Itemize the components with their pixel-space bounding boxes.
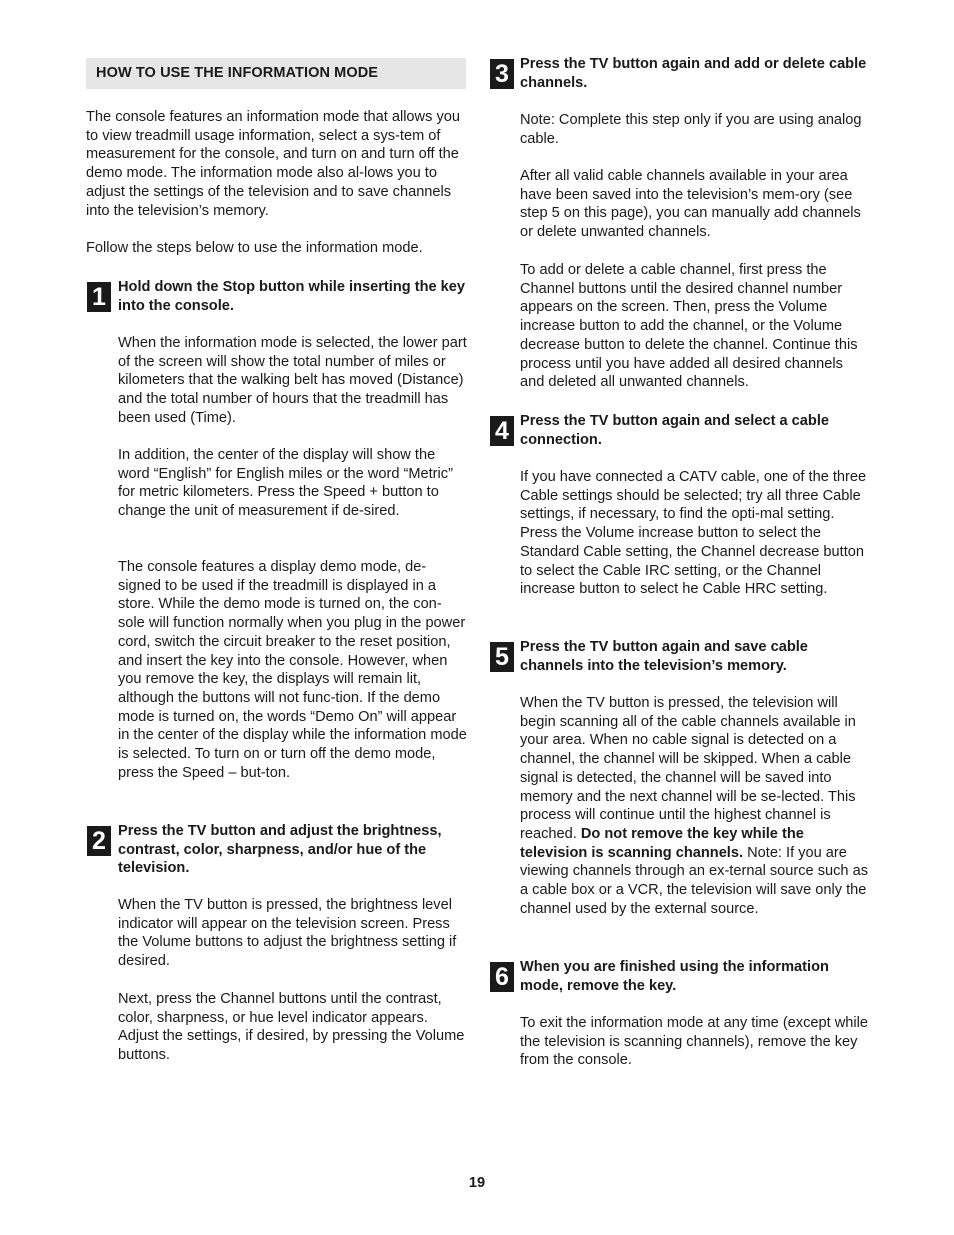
step-4-paragraph: If you have connected a CATV cable, one of the three Cable settings should be selected; try all three Cable settings, if necessary, to find the opti-mal setting. Press the Volume increase button to select the Standard Cable setting, the Channel decrease button to select the Cable IRC setting, or the Channel increase button to select he Cable HRC setting. — [520, 469, 867, 598]
step-2-number: 2 — [87, 826, 111, 856]
step-5-note: Note: If you are viewing channels through an ex-ternal source such as a cable box or a VCR, the television will save only the channel used by the external source. — [520, 844, 869, 917]
step-1-number: 1 — [87, 282, 111, 312]
intro-instruction — [86, 239, 466, 258]
step-1-title: Hold down the Stop button while inserting the key into the console. — [118, 279, 466, 314]
step-2-title: Press the TV button and adjust the brightness, contrast, color, sharpness, and/or hue of the television. — [118, 823, 442, 877]
step-1-paragraph: The console features a display demo mode, de-signed to be used if the treadmill is displayed in a store. While the demo mode is turned on, the con-sole will function normally when you plug in the power cord, switch the circuit breaker to the reset position, and insert the key into the console. However, when you remove the key, the displays will remain lit, although the buttons will not func-tion. If the demo mode is turned on, the words “Demo On” will appear in the center of the display while the information mode is selected. To turn on or turn off the demo mode, press the Speed – but-ton. — [118, 559, 467, 781]
step-3-title: Press the TV button again and add or delete cable channels. — [520, 56, 867, 91]
step-3-paragraph: After all valid cable channels available in your area have been saved into the television’s mem-ory (see step 5 on this page), you can manually add channels or delete unwanted channels. — [520, 168, 861, 241]
step-6-title: When you are finished using the information mode, remove the key. — [520, 959, 829, 994]
step-5-paragraph — [520, 694, 870, 918]
step-1-paragraph: When the information mode is selected, the lower part of the screen will show the total number of miles or kilometers that the walking belt has moved (Distance) and the total number of hours that the treadmill has been used (Time). — [118, 335, 467, 426]
intro-text: The console features an information mode that allows you to view treadmill usage information, select a sys-tem of measurement for the console, and turn on and turn off the demo mode. The information mode also al-lows you to adjust the settings of the television and to save channels into the television’s memory. — [86, 109, 460, 219]
section-title: HOW TO USE THE INFORMATION MODE — [96, 65, 379, 81]
step-6-number: 6 — [490, 962, 514, 992]
step-5-title: Press the TV button again and save cable channels into the television’s memory. — [520, 639, 808, 674]
intro-paragraph — [86, 108, 466, 220]
step-4-title: Press the TV button again and select a cable connection. — [520, 413, 829, 448]
step-2-paragraph: Next, press the Channel buttons until the contrast, color, sharpness, or hue level indicator appears. Adjust the settings, if desired, by pressing the Volume buttons. — [118, 991, 465, 1064]
step-6-paragraph: To exit the information mode at any time (except while the television is scanning channels), remove the key from the console. — [520, 1015, 868, 1069]
step-3-paragraph: To add or delete a cable channel, first press the Channel buttons until the desired channel number appears on the screen. Then, press the Volume increase button to add the channel, or the Volume decrease button to delete the channel. Continue this process until you have added all desired channels and deleted all unwanted channels. — [520, 262, 858, 391]
step-2-paragraph: When the TV button is pressed, the brightness level indicator will appear on the television screen. Press the Volume buttons to adjust the brightness setting if desired. — [118, 897, 457, 970]
step-5-text: When the TV button is pressed, the television will begin scanning all of the cable channels available in your area. When no cable signal is detected on a channel, the channel will be skipped. When a cable signal is detected, the channel will be saved into memory and the next channel will be se-lected. This process will continue until the highest channel is reached. — [520, 695, 856, 842]
step-3-number: 3 — [490, 59, 514, 89]
step-1-paragraph: In addition, the center of the display will show the word “English” for English miles or the word “Metric” for metric kilometers. Press the Speed + button to change the unit of measurement if de-sired. — [118, 447, 453, 520]
step-5-warning: Do not remove the key while the television is scanning channels. — [520, 825, 804, 861]
intro-instruction-text: Follow the steps below to use the information mode. — [86, 240, 423, 256]
step-5-number: 5 — [490, 642, 514, 672]
step-3-paragraph: Note: Complete this step only if you are using analog cable. — [520, 112, 862, 147]
page-number: 19 — [468, 1175, 486, 1191]
step-4-number: 4 — [490, 416, 514, 446]
